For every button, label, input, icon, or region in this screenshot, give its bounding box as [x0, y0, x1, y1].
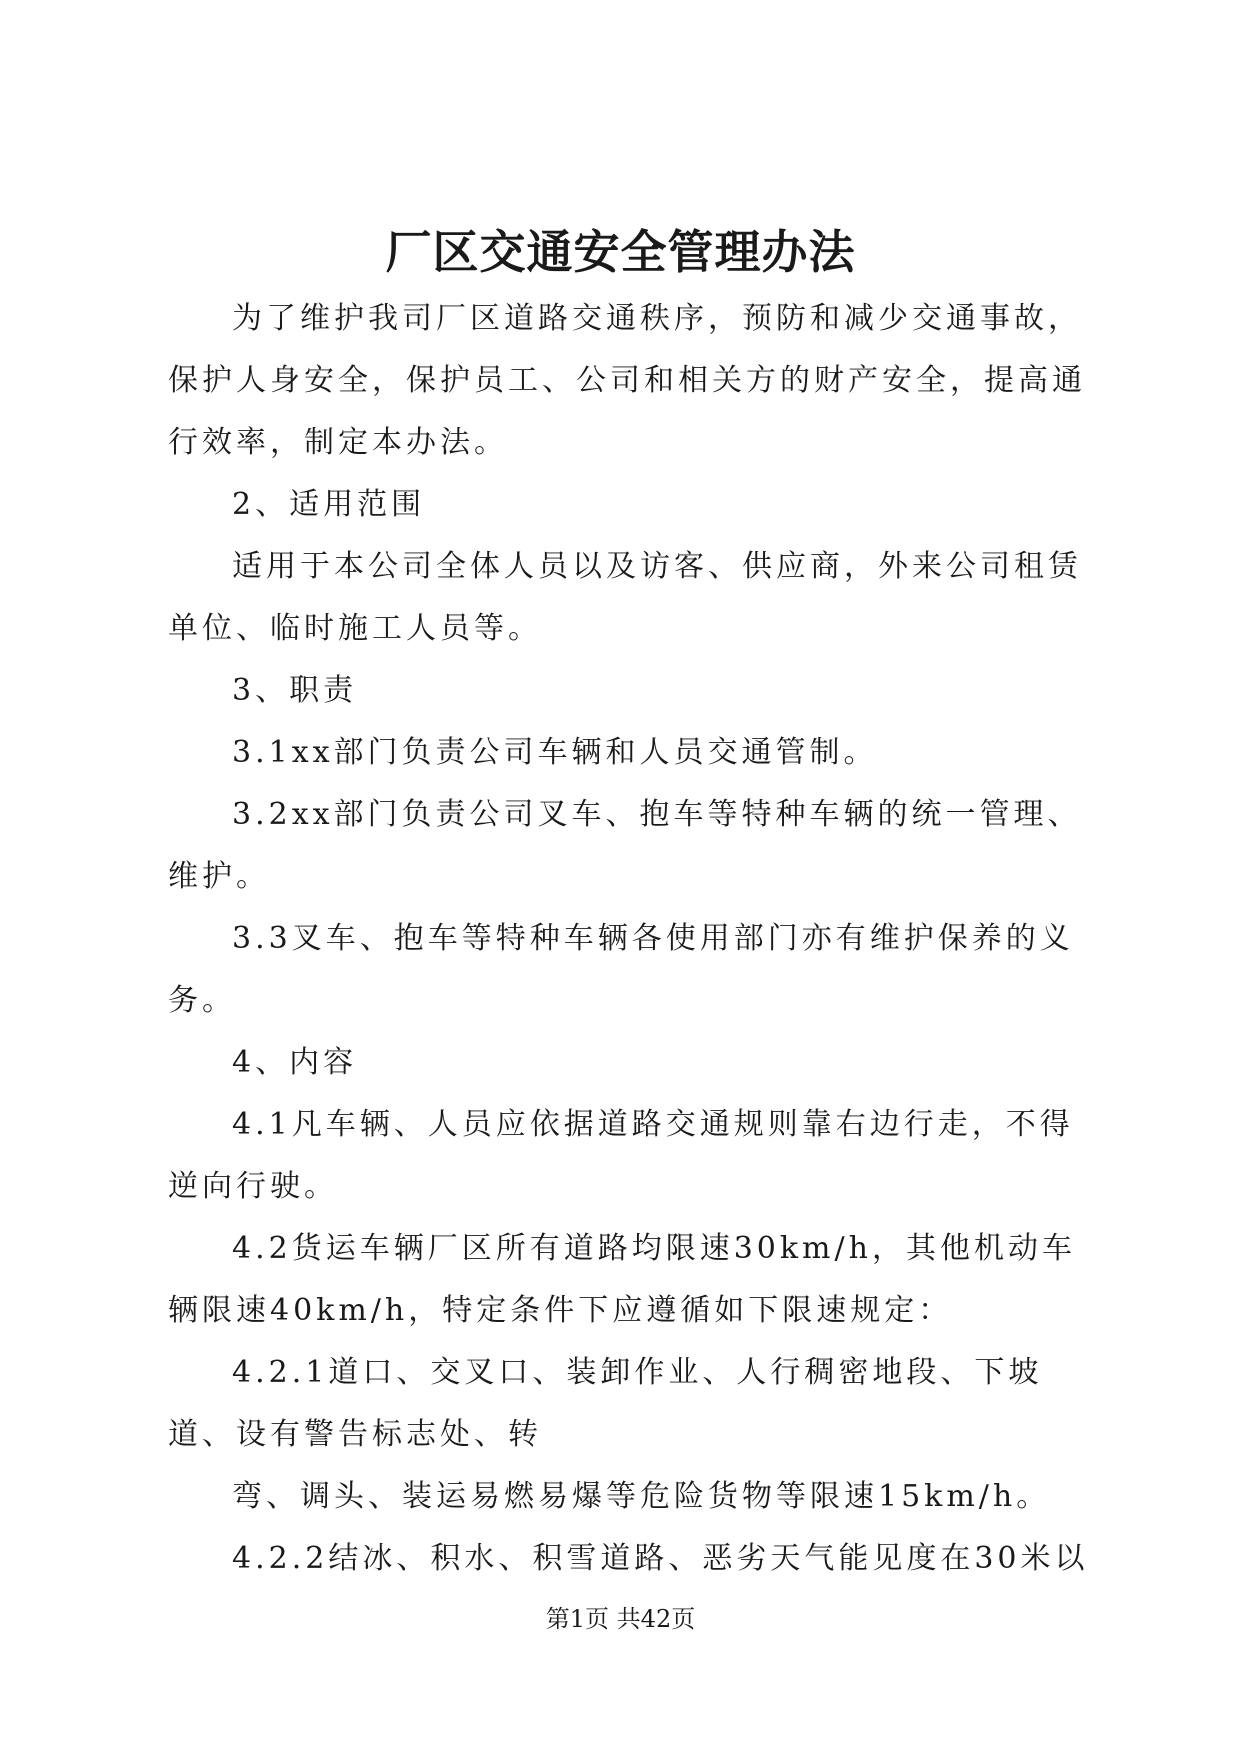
paragraph-duty-3-2: 3.2xx部门负责公司叉车、抱车等特种车辆的统一管理、维护。 — [168, 797, 1082, 894]
paragraph-content-4-2: 4.2货运车辆厂区所有道路均限速30km/h，其他机动车辆限速40km/h，特定条件下应遵循如下限速规定： — [168, 1231, 1076, 1328]
paragraph-content-4-2-1: 4.2.1道口、交叉口、装卸作业、人行稠密地段、下坡道、设有警告标志处、转 — [168, 1355, 1043, 1452]
paragraph-intro: 为了维护我司厂区道路交通秩序，预防和减少交通事故，保护人身安全，保护员工、公司和相关方的财产安全，提高通行效率，制定本办法。 — [168, 301, 1086, 460]
heading-scope: 2、适用范围 — [232, 487, 426, 522]
document-body — [168, 288, 1098, 1590]
paragraph-content-4-1: 4.1凡车辆、人员应依据道路交通规则靠右边行走，不得逆向行驶。 — [168, 1107, 1074, 1204]
heading-duties: 3、职责 — [232, 673, 358, 708]
paragraph-duty-3-3: 3.3叉车、抱车等特种车辆各使用部门亦有维护保养的义务。 — [168, 921, 1074, 1018]
paragraph-scope: 适用于本公司全体人员以及访客、供应商，外来公司租赁单位、临时施工人员等。 — [168, 549, 1082, 646]
paragraph-content-4-2-2: 4.2.2结冰、积水、积雪道路、恶劣天气能见度在30米以 — [232, 1541, 1089, 1576]
document-title: 厂区交通安全管理办法 — [385, 225, 856, 279]
heading-content: 4、内容 — [232, 1045, 358, 1080]
paragraph-content-4-2-1-cont: 弯、调头、装运易燃易爆等危险货物等限速15km/h。 — [232, 1479, 1051, 1514]
paragraph-duty-3-1: 3.1xx部门负责公司车辆和人员交通管制。 — [232, 735, 878, 770]
page-number-footer: 第1页 共42页 — [545, 1605, 696, 1633]
